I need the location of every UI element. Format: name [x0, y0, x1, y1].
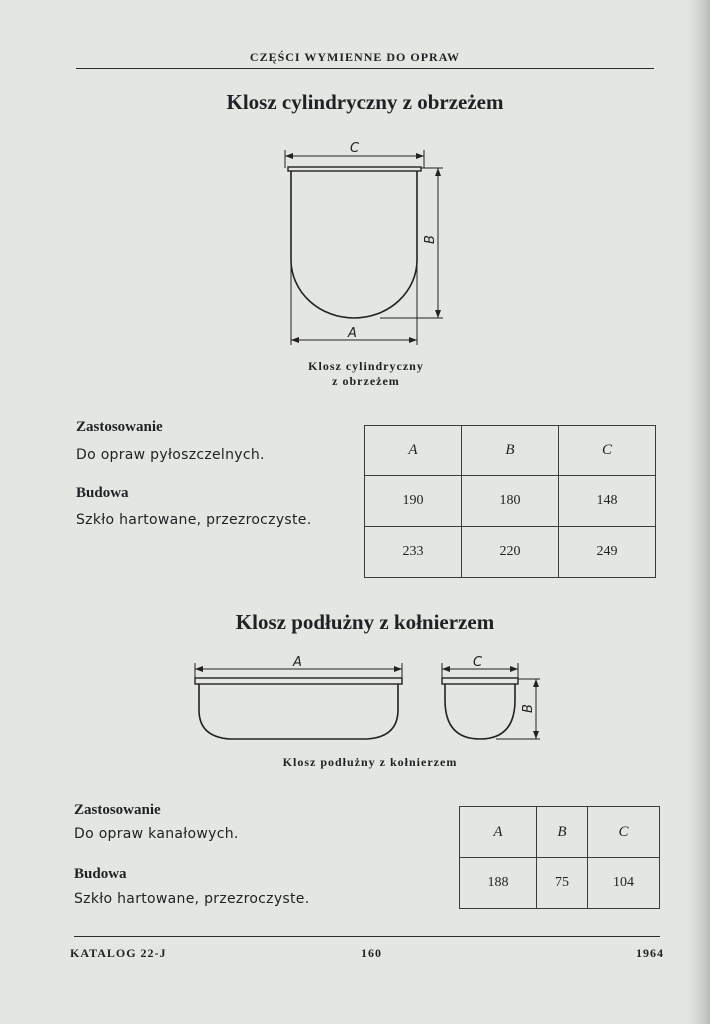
table-cell: 104 — [588, 858, 660, 909]
dim-label-c: C — [473, 655, 483, 670]
footer-rule — [74, 936, 660, 937]
dim-label-b: B — [521, 704, 536, 713]
footer-catalog: KATALOG 22-J — [70, 946, 167, 960]
section1-budowa-label: Budowa — [76, 485, 129, 501]
dim-label-a: A — [293, 655, 302, 670]
elongated-shade-drawing — [190, 655, 410, 750]
section2-caption: Klosz podłużny z kołnierzem — [282, 755, 458, 769]
table-header-c: C — [588, 807, 660, 858]
table-header-row — [365, 426, 656, 476]
table-header-c: C — [559, 426, 656, 476]
table-cell: 148 — [559, 476, 656, 527]
table-cell: 220 — [462, 527, 559, 578]
table-header-b: B — [537, 807, 588, 858]
table-row — [460, 858, 660, 909]
table-cell: 75 — [537, 858, 588, 909]
dim-label-b: B — [423, 235, 438, 244]
table-header-b: B — [462, 426, 559, 476]
table-row — [365, 527, 656, 578]
section2-zastosowanie-text: Do opraw kanałowych. — [74, 826, 239, 842]
table-header-a: A — [460, 807, 537, 858]
running-head: CZĘŚCI WYMIENNE DO OPRAW — [249, 50, 461, 64]
footer-page-number: 160 — [361, 946, 382, 960]
table-cell: 180 — [462, 476, 559, 527]
section2-title: Klosz podłużny z kołnierzem — [235, 610, 495, 634]
section2-budowa-label: Budowa — [74, 866, 127, 882]
header-rule — [76, 68, 654, 69]
footer-year: 1964 — [636, 946, 664, 960]
table-header-row — [460, 807, 660, 858]
dim-label-a: A — [348, 326, 357, 341]
cylindrical-shade-drawing — [280, 140, 450, 350]
section2-budowa-text: Szkło hartowane, przezroczyste. — [74, 891, 310, 907]
section1-budowa-text: Szkło hartowane, przezroczyste. — [76, 512, 312, 528]
table-cell: 249 — [559, 527, 656, 578]
dim-label-c: C — [350, 141, 360, 156]
table-header-a: A — [365, 426, 462, 476]
table-row — [365, 476, 656, 527]
section2-dimensions-table — [459, 806, 660, 909]
table-cell: 190 — [365, 476, 462, 527]
section1-title: Klosz cylindryczny z obrzeżem — [226, 90, 504, 114]
book-spine-shadow — [688, 0, 710, 1024]
table-cell: 188 — [460, 858, 537, 909]
section2-zastosowanie-label: Zastosowanie — [74, 802, 161, 818]
table-cell: 233 — [365, 527, 462, 578]
section1-dimensions-table — [364, 425, 656, 578]
section1-zastosowanie-label: Zastosowanie — [76, 419, 163, 435]
section1-caption: Klosz cylindryczny z obrzeżem — [308, 359, 424, 388]
elongated-shade-side-drawing — [436, 655, 546, 750]
section1-zastosowanie-text: Do opraw pyłoszczelnych. — [76, 447, 265, 463]
